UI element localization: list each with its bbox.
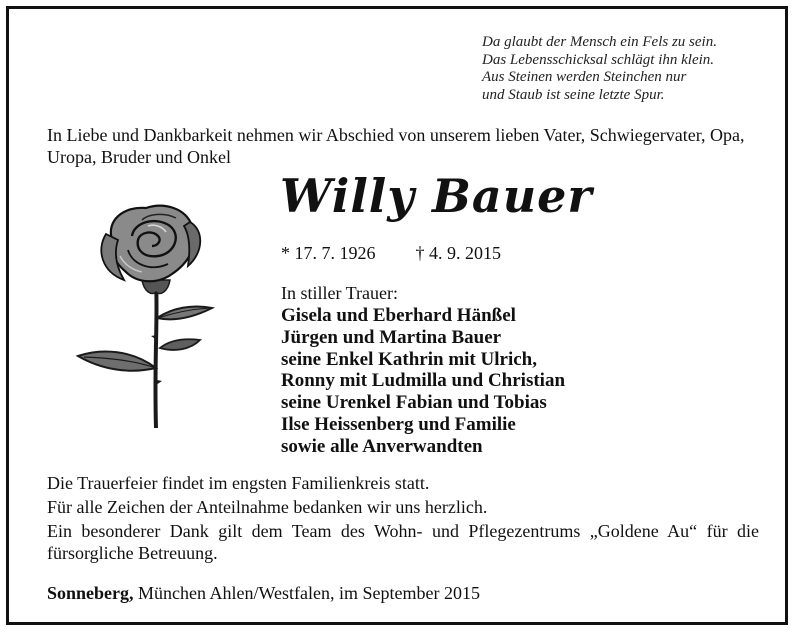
mourner-line: seine Enkel Kathrin mit Ulrich,	[281, 348, 537, 370]
closing-line: Die Trauerfeier findet im engsten Familienkreis statt.	[47, 473, 430, 493]
birth-date: * 17. 7. 1926	[281, 243, 376, 263]
deceased-name: Willy Bauer	[280, 169, 593, 223]
closing-line: Für alle Zeichen der Anteilnahme bedanken wir uns herzlich.	[47, 497, 488, 517]
poem-line: Das Lebensschicksal schlägt ihn klein.	[482, 51, 715, 68]
poem	[482, 34, 717, 104]
poem-line: Aus Steinen werden Steinchen nur	[482, 69, 687, 85]
mourner-line: seine Urenkel Fabian und Tobias	[281, 392, 547, 414]
closing-text	[47, 472, 759, 566]
mourner-line: Jürgen und Martina Bauer	[281, 326, 502, 348]
city-name: Sonneberg,	[47, 583, 134, 603]
closing-line: Ein besonderer Dank gilt dem Team des Wohn- und Pflegezentrums „Goldene Au“ für die fürsorgliche Betreuung.	[47, 521, 759, 563]
life-dates	[281, 242, 501, 264]
mourners-list	[281, 305, 565, 458]
death-date: † 4. 9. 2015	[415, 243, 501, 263]
place-date-line	[47, 582, 480, 604]
intro-text: In Liebe und Dankbarkeit nehmen wir Abschied von unserem lieben Vater, Schwiegervater, Opa, Uropa, Bruder und Onkel	[47, 125, 745, 167]
mourner-line: Ronny mit Ludmilla und Christian	[281, 370, 566, 392]
mourners-label: In stiller Trauer:	[281, 283, 398, 303]
mourner-line: Gisela und Eberhard Hänßel	[281, 305, 516, 326]
mourner-line: Ilse Heissenberg und Familie	[281, 413, 516, 435]
poem-line: und Staub ist seine letzte Spur.	[482, 86, 665, 103]
rose-illustration	[72, 200, 232, 440]
mourner-line: sowie alle Anverwandten	[281, 435, 483, 457]
place-details: München Ahlen/Westfalen, im September 2015	[133, 583, 480, 603]
poem-line: Da glaubt der Mensch ein Fels zu sein.	[482, 34, 717, 50]
